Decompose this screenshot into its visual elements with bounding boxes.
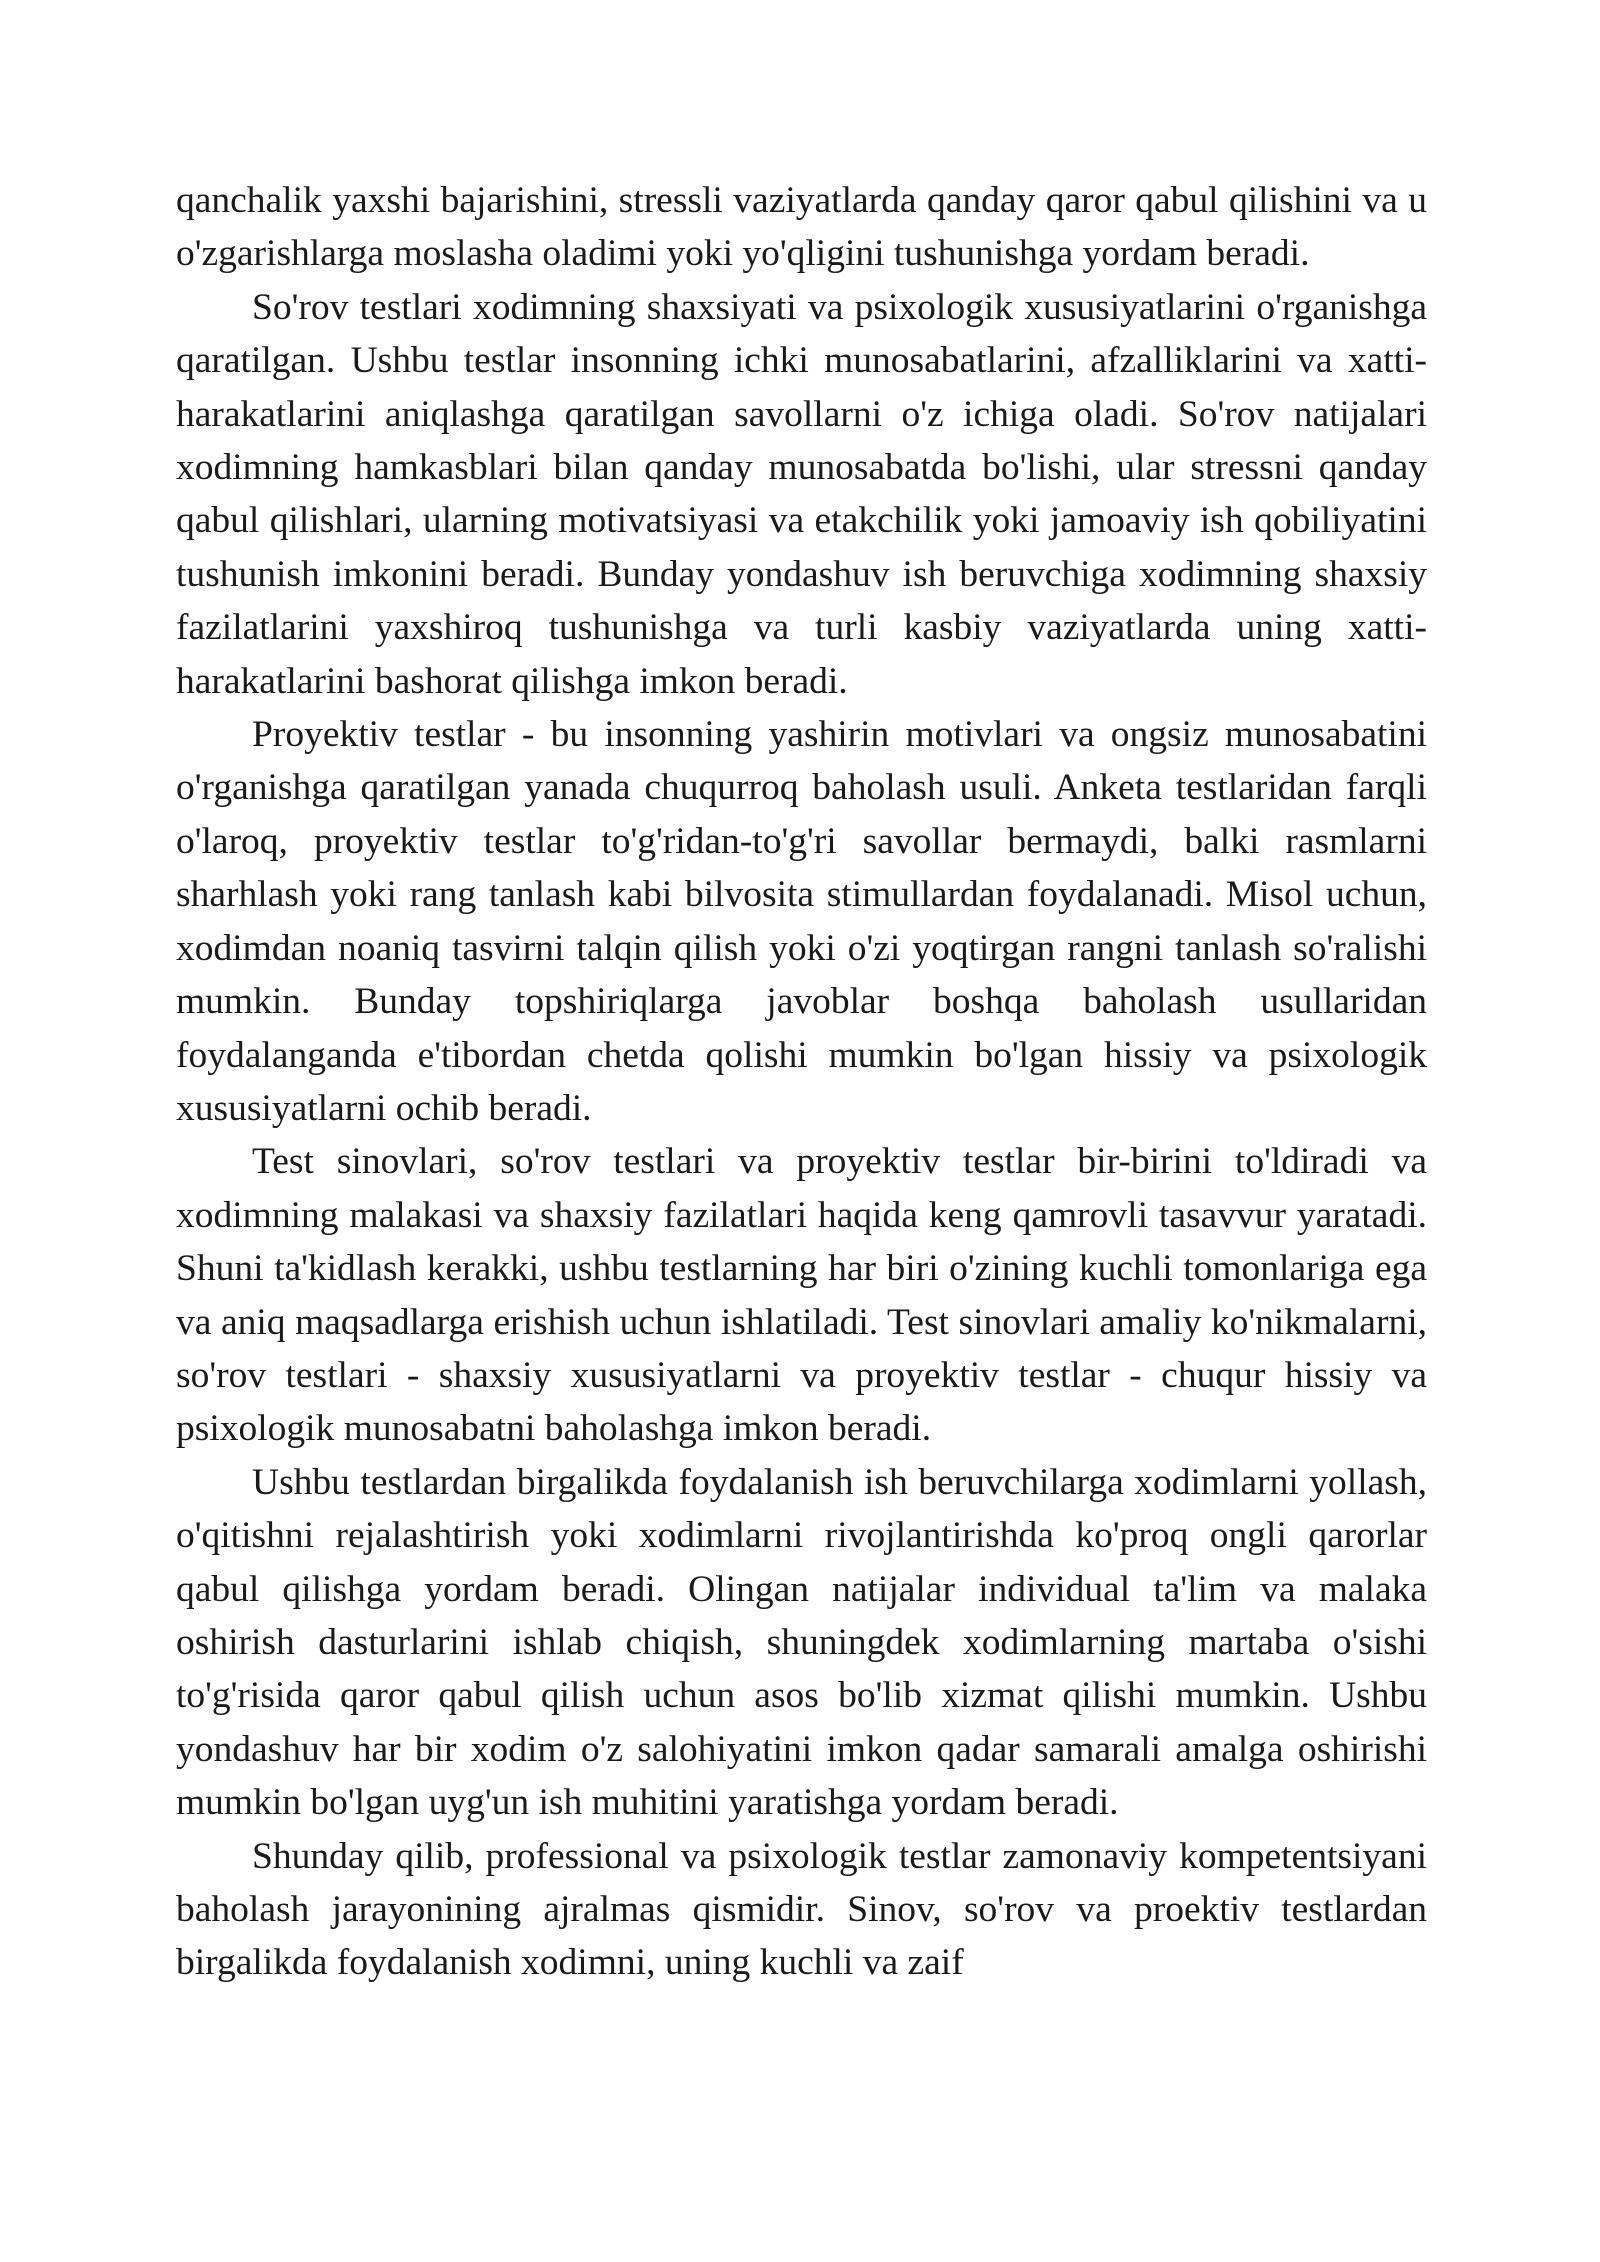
document-body [176, 174, 1427, 1990]
paragraph-conclusion: Shunday qilib, professional va psixologik testlar zamonaviy kompetentsiyani baholash jarayonining ajralmas qismidir. Sinov, so'rov va proektiv testlardan birgalikda foydalanish xodimni, uning kuchli va zaif [176, 1835, 1427, 1984]
paragraph-continuation: qanchalik yaxshi bajarishini, stressli vaziyatlarda qanday qaror qabul qilishini va u o'zgarishlarga moslasha oladimi yoki yo'qligini tushunishga yordam beradi. [176, 180, 1427, 275]
paragraph-joint-use: Ushbu testlardan birgalikda foydalanish ish beruvchilarga xodimlarni yollash, o'qitishni rejalashtirish yoki xodimlarni rivojlantirishda ko'proq ongli qarorlar qabul qilishga yordam beradi. Olingan natijalar individual ta'lim va malaka oshirish dasturlarini ishlab chiqish, shuningdek xodimlarning martaba o'sishi to'g'risida qaror qabul qilish uchun asos bo'lib xizmat qilishi mumkin. Ushbu yondashuv har bir xodim o'z salohiyatini imkon qadar samarali amalga oshirishi mumkin bo'lgan uyg'un ish muhitini yaratishga yordam beradi. [176, 1461, 1427, 1824]
paragraph-survey-tests: So'rov testlari xodimning shaxsiyati va psixologik xususiyatlarini o'rganishga qaratilgan. Ushbu testlar insonning ichki munosabatlarini, afzalliklarini va xatti-harakatlarini aniqlashga qaratilgan savollarni o'z ichiga oladi. So'rov natijalari xodimning hamkasblari bilan qanday munosabatda bo'lishi, ular stressni qanday qabul qilishlari, ularning motivatsiyasi va etakchilik yoki jamoaviy ish qobiliyatini tushunish imkonini beradi. Bunday yondashuv ish beruvchiga xodimning shaxsiy fazilatlarini yaxshiroq tushunishga va turli kasbiy vaziyatlarda uning xatti-harakatlarini bashorat qilishga imkon beradi. [176, 286, 1427, 702]
paragraph-projective-tests: Proyektiv testlar - bu insonning yashirin motivlari va ongsiz munosabatini o'rganishga qaratilgan yanada chuqurroq baholash usuli. Anketa testlaridan farqli o'laroq, proyektiv testlar to'g'ridan-to'g'ri savollar bermaydi, balki rasmlarni sharhlash yoki rang tanlash kabi bilvosita stimullardan foydalanadi. Misol uchun, xodimdan noaniq tasvirni talqin qilish yoki o'zi yoqtirgan rangni tanlash so'ralishi mumkin. Bunday topshiriqlarga javoblar boshqa baholash usullaridan foydalanganda e'tibordan chetda qolishi mumkin bo'lgan hissiy va psixologik xususiyatlarni ochib beradi. [176, 714, 1427, 1129]
paragraph-tests-complement: Test sinovlari, so'rov testlari va proyektiv testlar bir-birini to'ldiradi va xodimning malakasi va shaxsiy fazilatlari haqida keng qamrovli tasavvur yaratadi. Shuni ta'kidlash kerakki, ushbu testlarning har biri o'zining kuchli tomonlariga ega va aniq maqsadlarga erishish uchun ishlatiladi. Test sinovlari amaliy ko'nikmalarni, so'rov testlari - shaxsiy xususiyatlarni va proyektiv testlar - chuqur hissiy va psixologik munosabatni baholashga imkon beradi. [176, 1141, 1427, 1450]
